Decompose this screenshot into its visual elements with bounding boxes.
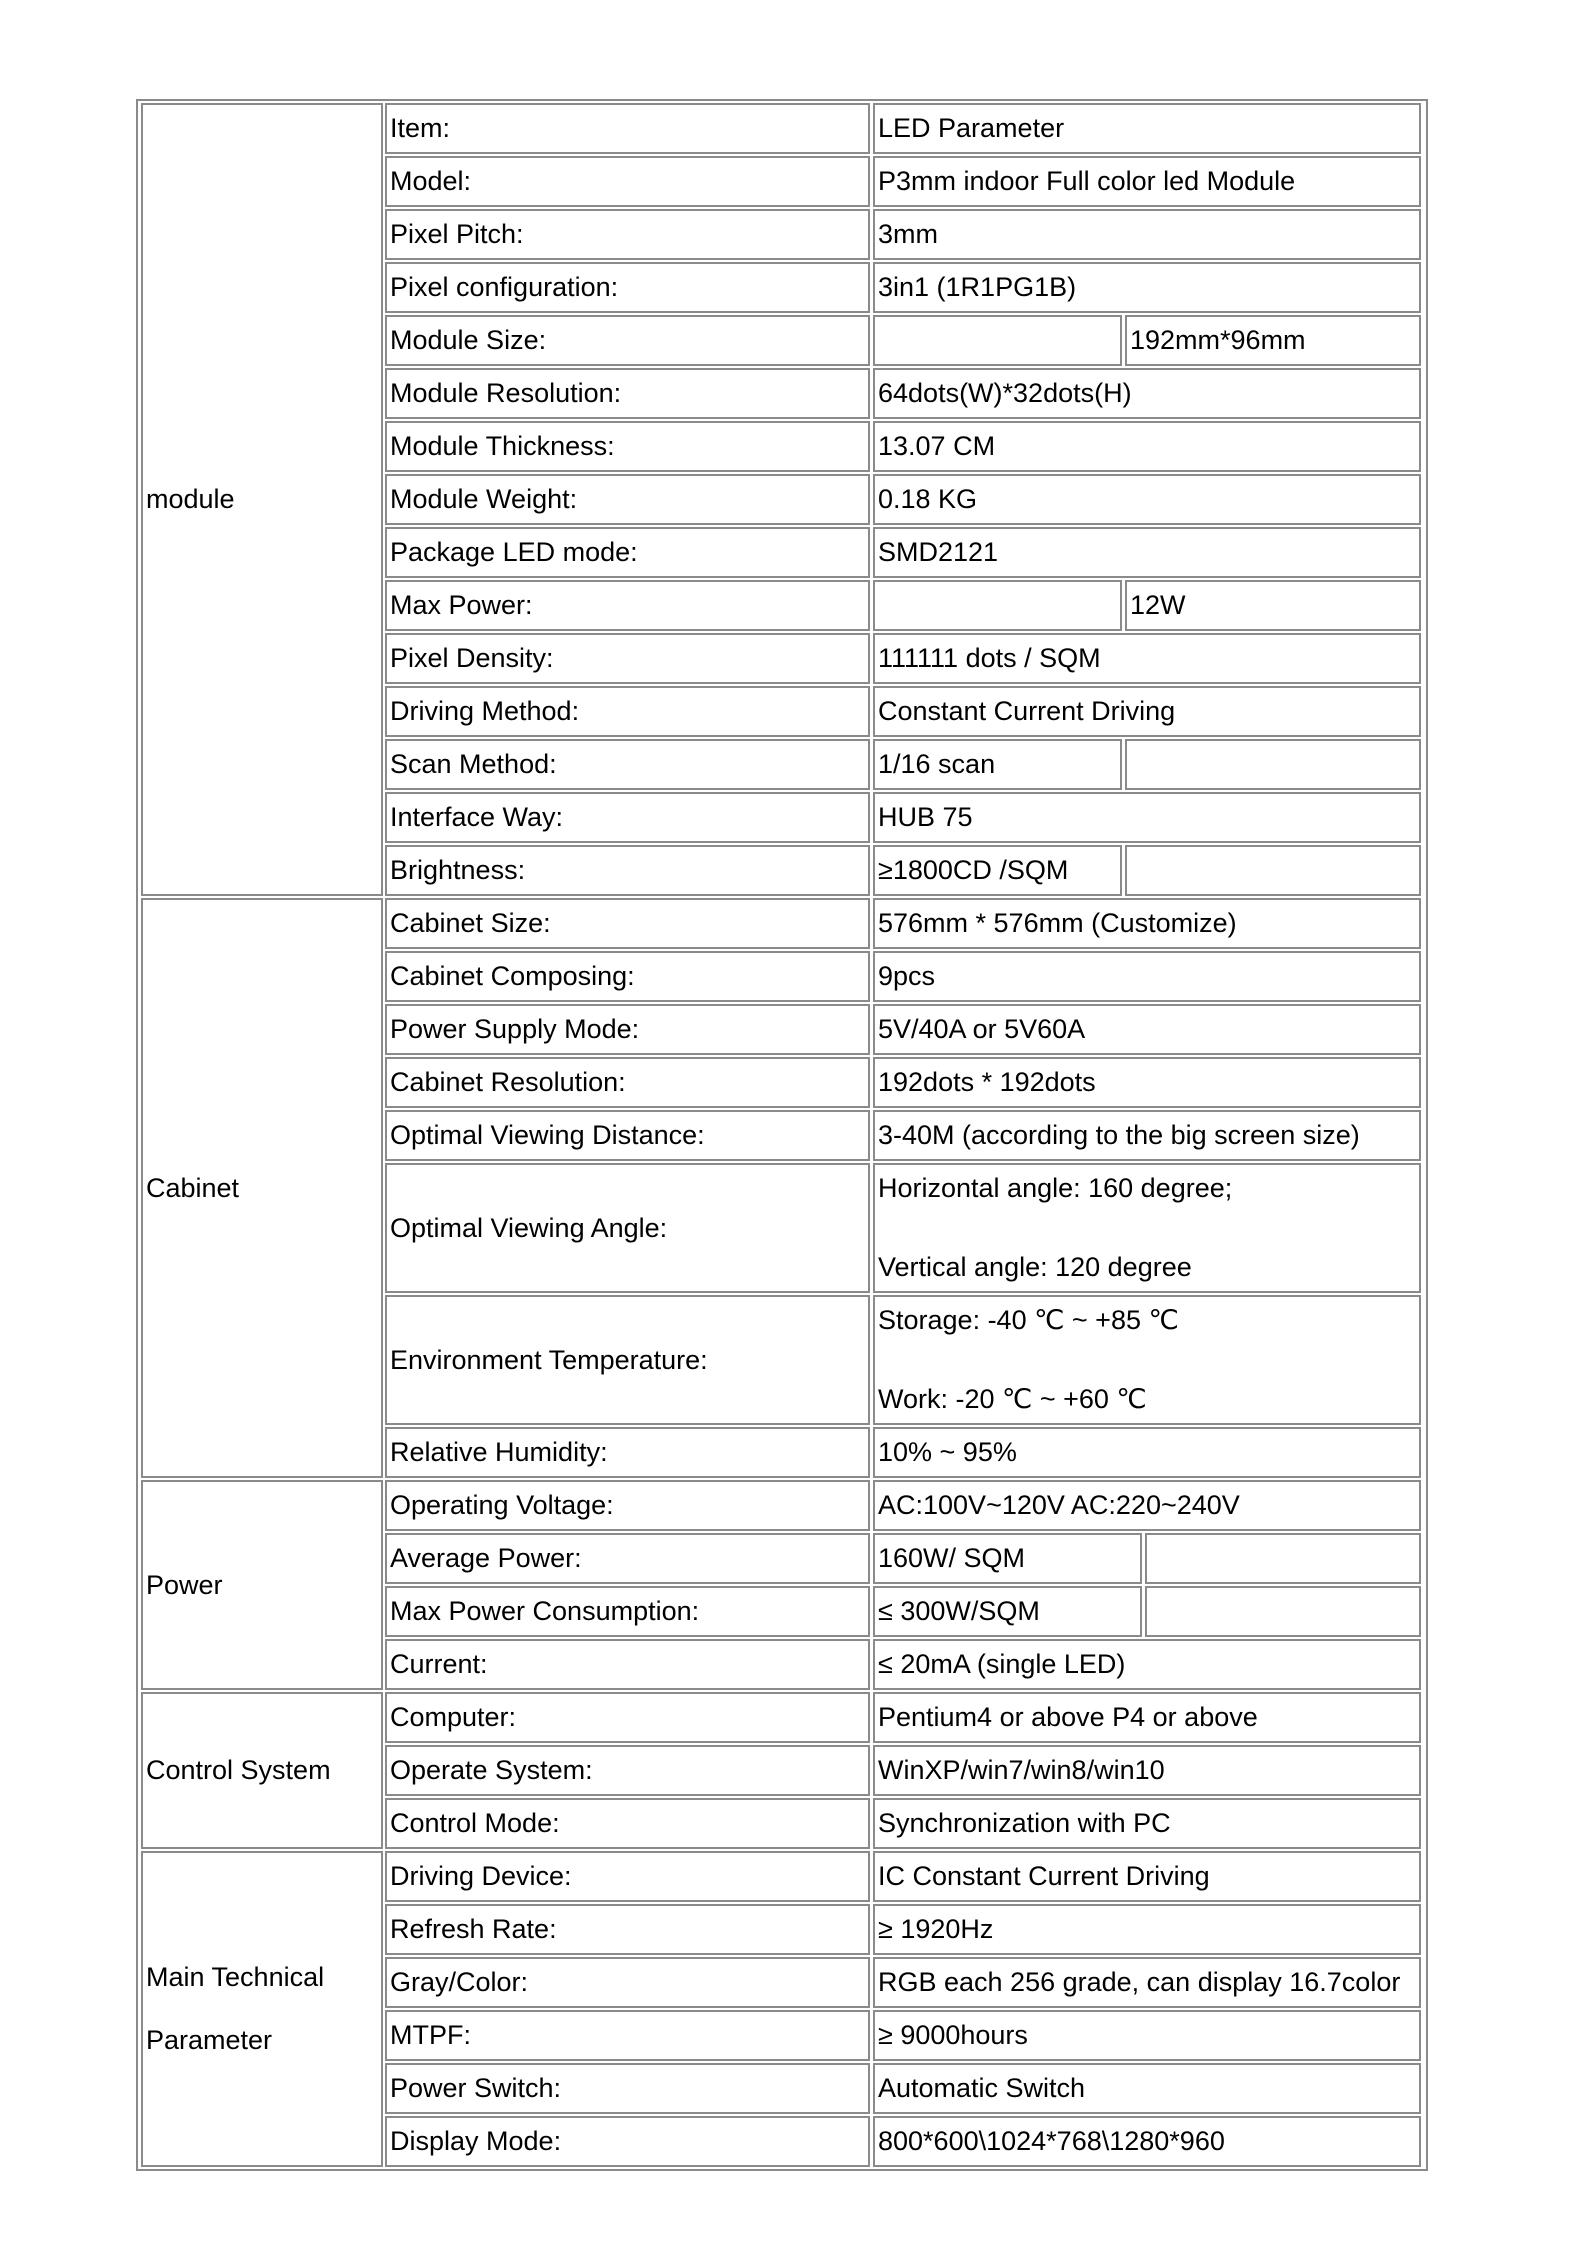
row-label: Power Switch:: [385, 2063, 870, 2114]
row-value: P3mm indoor Full color led Module: [873, 156, 1421, 207]
row-value: 9pcs: [873, 951, 1421, 1002]
section-cabinet: Cabinet: [141, 898, 383, 1478]
row-value: 192dots * 192dots: [873, 1057, 1421, 1108]
row-value-secondary: [1125, 739, 1421, 790]
row-label: Max Power Consumption:: [385, 1586, 870, 1637]
row-value: ≥ 1920Hz: [873, 1904, 1421, 1955]
row-label: Package LED mode:: [385, 527, 870, 578]
header-value-cell: LED Parameter: [873, 103, 1421, 154]
row-value: Automatic Switch: [873, 2063, 1421, 2114]
row-label: Power Supply Mode:: [385, 1004, 870, 1055]
row-value: AC:100V~120V AC:220~240V: [873, 1480, 1421, 1531]
row-label: Module Thickness:: [385, 421, 870, 472]
row-value: HUB 75: [873, 792, 1421, 843]
row-value-line-2: Work: -20 ℃ ~ +60 ℃: [878, 1384, 1147, 1414]
row-label: Cabinet Resolution:: [385, 1057, 870, 1108]
section-main-technical: [141, 1851, 383, 2167]
row-label: Module Size:: [385, 315, 870, 366]
row-value: IC Constant Current Driving: [873, 1851, 1421, 1902]
row-label: Environment Temperature:: [385, 1295, 870, 1425]
row-value: ≤ 300W/SQM: [873, 1586, 1142, 1637]
row-value: WinXP/win7/win8/win10: [873, 1745, 1421, 1796]
row-label: Cabinet Size:: [385, 898, 870, 949]
row-value: [873, 580, 1122, 631]
row-value-line-1: Horizontal angle: 160 degree;: [878, 1173, 1233, 1203]
row-value: 3mm: [873, 209, 1421, 260]
section-power: Power: [141, 1480, 383, 1690]
section-main-technical-line-1: Main Technical: [146, 1962, 325, 1992]
row-label: Pixel configuration:: [385, 262, 870, 313]
row-label: Operate System:: [385, 1745, 870, 1796]
row-label: Interface Way:: [385, 792, 870, 843]
row-label: Max Power:: [385, 580, 870, 631]
row-label: Refresh Rate:: [385, 1904, 870, 1955]
row-value: Pentium4 or above P4 or above: [873, 1692, 1421, 1743]
row-value: 800*600\1024*768\1280*960: [873, 2116, 1421, 2167]
row-value: 13.07 CM: [873, 421, 1421, 472]
row-value-secondary: 12W: [1125, 580, 1421, 631]
row-label: Relative Humidity:: [385, 1427, 870, 1478]
row-value: RGB each 256 grade, can display 16.7color: [873, 1957, 1421, 2008]
row-value: 576mm * 576mm (Customize): [873, 898, 1421, 949]
row-label: Average Power:: [385, 1533, 870, 1584]
row-label: Model:: [385, 156, 870, 207]
row-value: 3-40M (according to the big screen size): [873, 1110, 1421, 1161]
row-label: Scan Method:: [385, 739, 870, 790]
row-value: 0.18 KG: [873, 474, 1421, 525]
row-value: 160W/ SQM: [873, 1533, 1142, 1584]
row-value-line-2: Vertical angle: 120 degree: [878, 1252, 1192, 1282]
row-value: [873, 1295, 1421, 1425]
row-label: Optimal Viewing Angle:: [385, 1163, 870, 1293]
row-value: 1/16 scan: [873, 739, 1122, 790]
row-label: Driving Method:: [385, 686, 870, 737]
header-label-cell: Item:: [385, 103, 870, 154]
row-label: Driving Device:: [385, 1851, 870, 1902]
section-control-system: Control System: [141, 1692, 383, 1849]
row-value-secondary: 192mm*96mm: [1125, 315, 1421, 366]
row-value: Synchronization with PC: [873, 1798, 1421, 1849]
row-value: 64dots(W)*32dots(H): [873, 368, 1421, 419]
row-value: [873, 315, 1122, 366]
row-label: Optimal Viewing Distance:: [385, 1110, 870, 1161]
row-value: [873, 1163, 1421, 1293]
row-value-secondary: [1125, 845, 1421, 896]
section-main-technical-line-2: Parameter: [146, 2025, 273, 2055]
row-value: 111111 dots / SQM: [873, 633, 1421, 684]
row-value: ≤ 20mA (single LED): [873, 1639, 1421, 1690]
row-label: Current:: [385, 1639, 870, 1690]
row-label: Operating Voltage:: [385, 1480, 870, 1531]
row-value: ≥1800CD /SQM: [873, 845, 1122, 896]
row-label: Module Resolution:: [385, 368, 870, 419]
row-value: 5V/40A or 5V60A: [873, 1004, 1421, 1055]
row-label: MTPF:: [385, 2010, 870, 2061]
row-label: Module Weight:: [385, 474, 870, 525]
section-module: module: [141, 103, 383, 896]
row-label: Pixel Density:: [385, 633, 870, 684]
row-value: SMD2121: [873, 527, 1421, 578]
row-label: Brightness:: [385, 845, 870, 896]
row-value-secondary: [1145, 1533, 1421, 1584]
row-value: 10% ~ 95%: [873, 1427, 1421, 1478]
row-label: Gray/Color:: [385, 1957, 870, 2008]
row-label: Computer:: [385, 1692, 870, 1743]
row-label: Cabinet Composing:: [385, 951, 870, 1002]
row-value: Constant Current Driving: [873, 686, 1421, 737]
row-label: Display Mode:: [385, 2116, 870, 2167]
row-value-line-1: Storage: -40 ℃ ~ +85 ℃: [878, 1305, 1179, 1335]
row-value: 3in1 (1R1PG1B): [873, 262, 1421, 313]
row-value-secondary: [1145, 1586, 1421, 1637]
row-value: ≥ 9000hours: [873, 2010, 1421, 2061]
row-label: Control Mode:: [385, 1798, 870, 1849]
row-label: Pixel Pitch:: [385, 209, 870, 260]
